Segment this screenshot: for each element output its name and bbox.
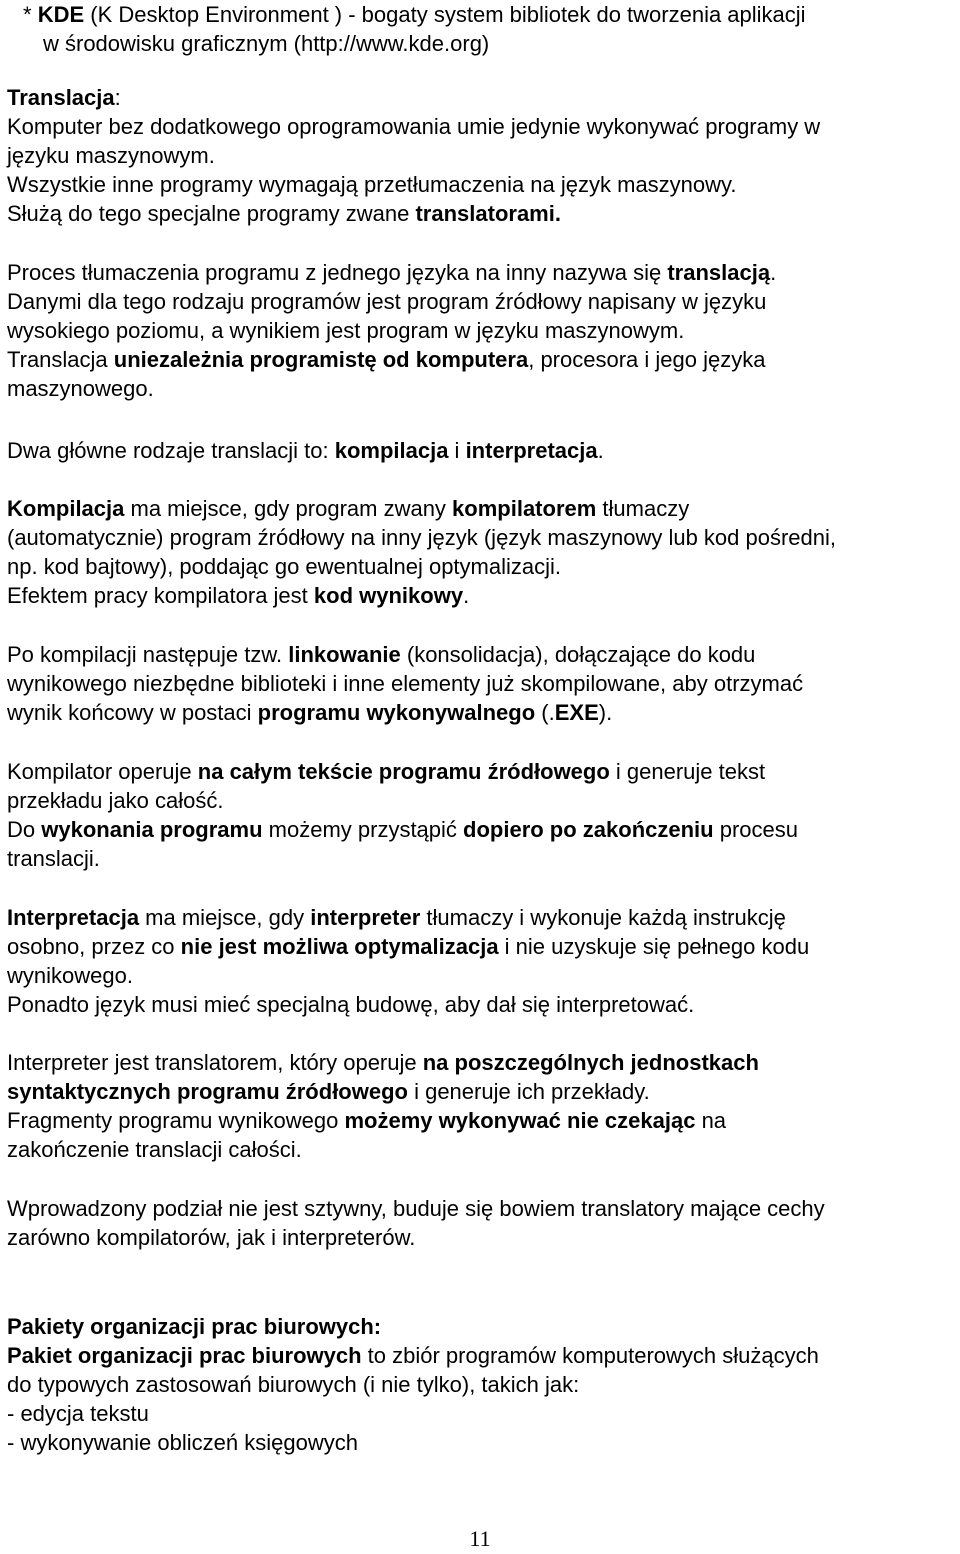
emphasis-text: możemy wykonywać nie czekając	[344, 1108, 696, 1133]
kompilator-paragraph	[7, 757, 957, 873]
paragraph-line	[7, 1077, 957, 1106]
text-run: możemy przystąpić	[262, 817, 464, 842]
term-kompilatorem: kompilatorem	[452, 496, 597, 521]
term-program-wykonywalny: programu wykonywalnego	[257, 700, 536, 725]
term-translatorami: translatorami.	[415, 201, 561, 226]
translacja-section	[7, 83, 957, 228]
paragraph-line: Wprowadzony podział nie jest sztywny, buduje się bowiem translatory mające cechy	[7, 1196, 825, 1221]
text-run: ma miejsce, gdy program zwany	[124, 496, 453, 521]
term-pakiet: Pakiet organizacji prac biurowych	[7, 1343, 362, 1368]
translacja-heading-line	[7, 83, 957, 112]
paragraph-line: języku maszynowym.	[7, 143, 215, 168]
text-run: .	[463, 583, 470, 608]
pakiety-section	[7, 1312, 957, 1457]
kde-description: (K Desktop Environment ) - bogaty system bibliotek do tworzenia aplikacji	[84, 2, 806, 27]
page-number: 11	[469, 1526, 491, 1551]
paragraph-line	[7, 1048, 957, 1077]
paragraph-line: do typowych zastosowań biurowych (i nie tylko), takich jak:	[7, 1372, 580, 1397]
paragraph-line	[7, 815, 957, 844]
text-run: Interpreter jest translatorem, który operuje	[7, 1050, 423, 1075]
text-run: tłumaczy	[596, 496, 690, 521]
emphasis-text: na poszczególnych jednostkach	[422, 1050, 759, 1075]
text-run: i generuje ich przekłady.	[407, 1079, 650, 1104]
paragraph-line: Wszystkie inne programy wymagają przetłumaczenia na język maszynowy.	[7, 172, 737, 197]
pakiety-heading: Pakiety organizacji prac biurowych:	[7, 1314, 382, 1339]
term-exe: EXE	[554, 700, 599, 725]
list-item: - edycja tekstu	[7, 1401, 149, 1426]
text-run: .	[597, 438, 604, 463]
bullet-marker: *	[23, 2, 38, 27]
term-interpreter: interpreter	[310, 905, 421, 930]
heading-colon: :	[114, 85, 121, 110]
paragraph-line: zakończenie translacji całości.	[7, 1137, 302, 1162]
paragraph-line	[7, 640, 957, 669]
paragraph-line: zarówno kompilatorów, jak i interpreterów.	[7, 1225, 416, 1250]
paragraph-line: wysokiego poziomu, a wynikiem jest program w języku maszynowym.	[7, 318, 685, 343]
linkowanie-paragraph	[7, 640, 957, 727]
paragraph-line	[7, 436, 957, 465]
text-run: Translacja	[7, 347, 114, 372]
text-run: Proces tłumaczenia programu z jednego języka na inny nazywa się	[7, 260, 668, 285]
paragraph-line: przekładu jako całość.	[7, 788, 224, 813]
text-run: Do	[7, 817, 42, 842]
paragraph-line: maszynowego.	[7, 376, 154, 401]
list-item: - wykonywanie obliczeń księgowych	[7, 1430, 358, 1455]
kde-note-line-1	[7, 0, 957, 29]
rodzaje-paragraph	[7, 436, 957, 465]
term-translacja: translacją	[667, 260, 771, 285]
term-kod-wynikowy: kod wynikowy	[313, 583, 464, 608]
text-run: procesu	[713, 817, 798, 842]
paragraph-line	[7, 1341, 957, 1370]
paragraph-line	[7, 698, 957, 727]
interpretacja-paragraph	[7, 903, 957, 1019]
paragraph-line: translacji.	[7, 846, 100, 871]
paragraph-line	[7, 494, 957, 523]
text-run: .	[770, 260, 777, 285]
text-run: Kompilator operuje	[7, 759, 198, 784]
text-run: (.	[535, 700, 555, 725]
paragraph-line	[7, 903, 957, 932]
text-run: (konsolidacja), dołączające do kodu	[400, 642, 756, 667]
text-run: i generuje tekst	[609, 759, 766, 784]
text-run: Służą do tego specjalne programy zwane	[7, 201, 416, 226]
emphasis-text: uniezależnia programistę od komputera	[113, 347, 529, 372]
text-run: Efektem pracy kompilatora jest	[7, 583, 314, 608]
text-run: ma miejsce, gdy	[139, 905, 311, 930]
text-run: Dwa główne rodzaje translacji to:	[7, 438, 335, 463]
podzial-paragraph	[7, 1194, 957, 1252]
text-run: wynik końcowy w postaci	[7, 700, 258, 725]
paragraph-line: np. kod bajtowy), poddając go ewentualnej optymalizacji.	[7, 554, 561, 579]
paragraph-line: Danymi dla tego rodzaju programów jest program źródłowy napisany w języku	[7, 289, 767, 314]
paragraph-line	[7, 258, 957, 287]
document-page	[7, 0, 957, 1550]
kompilacja-paragraph	[7, 494, 957, 610]
paragraph-line: wynikowego niezbędne biblioteki i inne elementy już skompilowane, aby otrzymać	[7, 671, 804, 696]
emphasis-text: nie jest możliwa optymalizacja	[180, 934, 499, 959]
paragraph-line: wynikowego.	[7, 963, 133, 988]
interpreter-paragraph	[7, 1048, 957, 1164]
text-run: to zbiór programów komputerowych służących	[361, 1343, 819, 1368]
text-run: tłumaczy i wykonuje każdą instrukcję	[420, 905, 786, 930]
term-kompilacja: Kompilacja	[7, 496, 125, 521]
paragraph-line	[7, 1106, 957, 1135]
emphasis-text: syntaktycznych programu źródłowego	[7, 1079, 408, 1104]
text-run: na	[695, 1108, 727, 1133]
paragraph-line	[7, 199, 957, 228]
text-run: ).	[598, 700, 613, 725]
kde-note-line-2: w środowisku graficznym (http://www.kde.org)	[43, 31, 490, 56]
kde-note	[7, 0, 957, 58]
text-run: Po kompilacji następuje tzw.	[7, 642, 289, 667]
text-run: Fragmenty programu wynikowego	[7, 1108, 345, 1133]
paragraph-line	[7, 581, 957, 610]
paragraph-line	[7, 932, 957, 961]
term-linkowanie: linkowanie	[288, 642, 401, 667]
text-run: , procesora i jego języka	[528, 347, 766, 372]
paragraph-line: Ponadto język musi mieć specjalną budowę, aby dał się interpretować.	[7, 992, 695, 1017]
paragraph-line	[7, 757, 957, 786]
term-kompilacja: kompilacja	[334, 438, 449, 463]
paragraph-line: Komputer bez dodatkowego oprogramowania umie jedynie wykonywać programy w	[7, 114, 821, 139]
emphasis-text: wykonania programu	[41, 817, 263, 842]
text-run: osobno, przez co	[7, 934, 181, 959]
term-interpretacja: interpretacja	[465, 438, 598, 463]
kde-term: KDE	[37, 2, 85, 27]
proces-paragraph	[7, 258, 957, 403]
text-run: i	[448, 438, 466, 463]
emphasis-text: na całym tekście programu źródłowego	[197, 759, 610, 784]
emphasis-text: dopiero po zakończeniu	[463, 817, 714, 842]
paragraph-line: (automatycznie) program źródłowy na inny język (język maszynowy lub kod pośredni,	[7, 525, 837, 550]
translacja-heading: Translacja	[7, 85, 115, 110]
term-interpretacja: Interpretacja	[7, 905, 140, 930]
text-run: i nie uzyskuje się pełnego kodu	[498, 934, 810, 959]
paragraph-line	[7, 345, 957, 374]
